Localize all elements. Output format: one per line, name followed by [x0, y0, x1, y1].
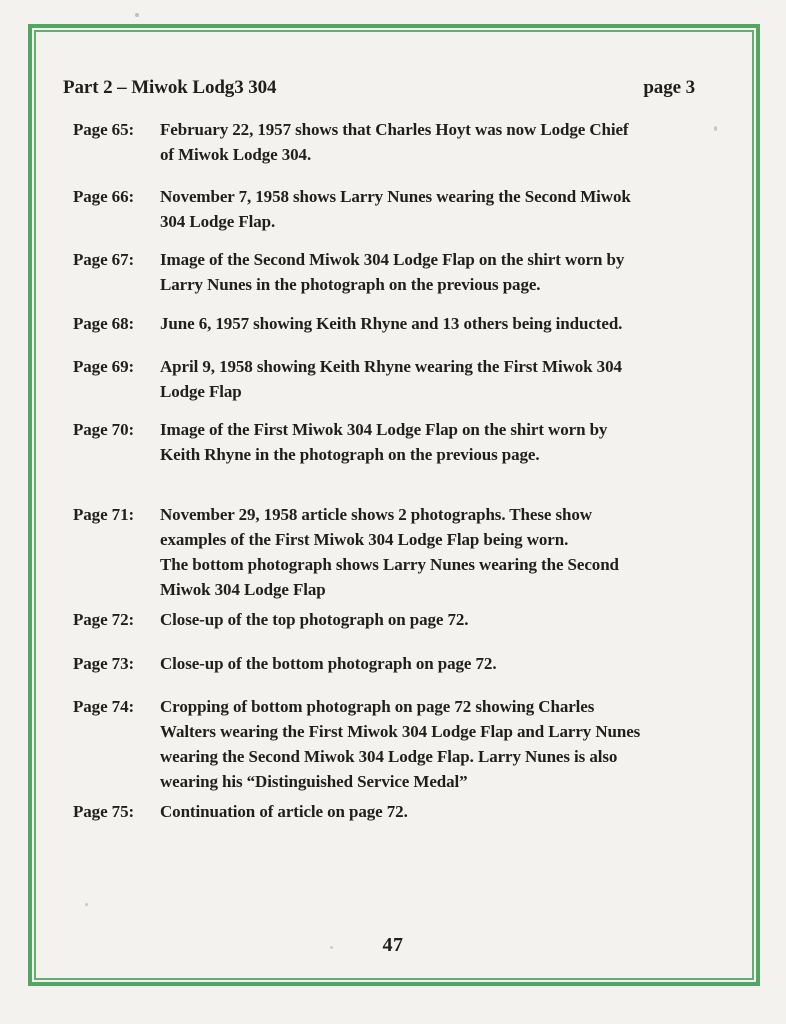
entry-page-label: Page 69: [73, 357, 135, 376]
entry-line: Lodge Flap [160, 382, 242, 401]
entry-line: of Miwok Lodge 304. [160, 145, 312, 164]
entry-line: November 7, 1958 shows Larry Nunes wearing the Second Miwok [160, 187, 631, 206]
entry-line: Walters wearing the First Miwok 304 Lodge Flap and Larry Nunes [160, 722, 641, 741]
entry-line: 304 Lodge Flap. [160, 212, 276, 231]
header-page-ref: page 3 [643, 77, 695, 98]
toc-entry-page-74 [0, 694, 786, 794]
toc-entry-page-71 [0, 502, 786, 602]
entry-line: November 29, 1958 article shows 2 photographs. These show [160, 505, 592, 524]
entry-line: Image of the First Miwok 304 Lodge Flap on the shirt worn by [160, 420, 608, 439]
entry-page-label: Page 71: [73, 505, 135, 524]
toc-entry-page-65 [0, 117, 786, 167]
entry-description [160, 417, 786, 467]
entry-line: wearing his “Distinguished Service Medal” [160, 772, 468, 791]
entry-page-label: Page 75: [73, 802, 135, 821]
entry-line: The bottom photograph shows Larry Nunes wearing the Second [160, 555, 619, 574]
entry-line: Cropping of bottom photograph on page 72 showing Charles [160, 697, 595, 716]
entry-description [160, 117, 786, 167]
entry-description [160, 311, 786, 336]
toc-entry-page-70 [0, 417, 786, 467]
entry-description [160, 694, 786, 794]
entry-page-label: Page 73: [73, 654, 135, 673]
scan-speck [135, 13, 139, 17]
entry-page-label: Page 72: [73, 610, 135, 629]
entry-page-label: Page 67: [73, 250, 135, 269]
entry-page-label: Page 74: [73, 697, 135, 716]
entry-line: Keith Rhyne in the photograph on the previous page. [160, 445, 540, 464]
toc-entry-page-68 [0, 311, 786, 336]
page-header [63, 75, 695, 101]
entry-line: examples of the First Miwok 304 Lodge Flap being worn. [160, 530, 569, 549]
entry-page-label: Page 66: [73, 187, 135, 206]
entry-line: Image of the Second Miwok 304 Lodge Flap on the shirt worn by [160, 250, 625, 269]
entry-line: February 22, 1957 shows that Charles Hoyt was now Lodge Chief [160, 120, 629, 139]
entry-line: Larry Nunes in the photograph on the previous page. [160, 275, 541, 294]
toc-entry-page-69 [0, 354, 786, 404]
entry-line: Close-up of the bottom photograph on page 72. [160, 654, 497, 673]
entry-description [160, 354, 786, 404]
entry-line: wearing the Second Miwok 304 Lodge Flap. Larry Nunes is also [160, 747, 618, 766]
entry-line: Close-up of the top photograph on page 72. [160, 610, 469, 629]
entry-line: Miwok 304 Lodge Flap [160, 580, 326, 599]
entry-line: April 9, 1958 showing Keith Rhyne wearing the First Miwok 304 [160, 357, 622, 376]
entry-description [160, 184, 786, 234]
entry-description [160, 247, 786, 297]
footer-page-number: 47 [382, 934, 404, 956]
toc-entry-page-66 [0, 184, 786, 234]
toc-entry-page-67 [0, 247, 786, 297]
toc-entry-page-72 [0, 607, 786, 632]
entry-line: Continuation of article on page 72. [160, 802, 408, 821]
entry-line: June 6, 1957 showing Keith Rhyne and 13 others being inducted. [160, 314, 623, 333]
entry-description [160, 502, 786, 602]
entry-page-label: Page 70: [73, 420, 135, 439]
entry-page-label: Page 68: [73, 314, 135, 333]
entry-description [160, 607, 786, 632]
entry-description [160, 799, 786, 824]
scan-speck [85, 903, 88, 906]
entry-page-label: Page 65: [73, 120, 135, 139]
toc-entry-page-75 [0, 799, 786, 824]
section-title: Part 2 – Miwok Lodg3 304 [63, 77, 277, 98]
toc-entry-page-73 [0, 651, 786, 676]
entry-description [160, 651, 786, 676]
